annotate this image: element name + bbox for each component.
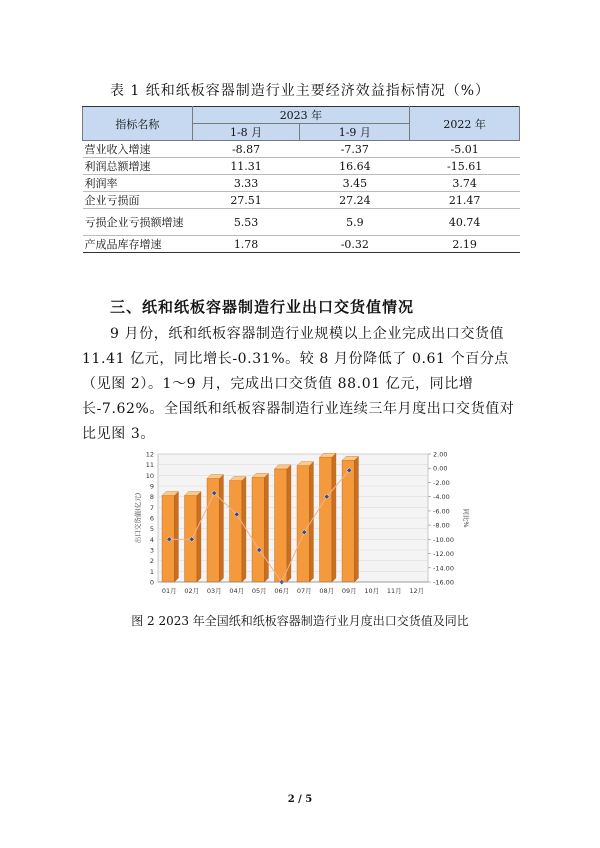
bar-side: [264, 473, 268, 582]
economic-indicators-table: [82, 106, 520, 253]
table-row: [83, 209, 520, 236]
bar: [320, 457, 332, 582]
bar-side: [332, 453, 336, 582]
row-value-2022: -15.61: [410, 158, 520, 175]
bar: [230, 481, 242, 582]
paragraph: 9 月份，纸和纸板容器制造行业规模以上企业完成出口交货值 11.41 亿元，同比增长-0.31%。较 8 月份降低了 0.61 个百分点（见图 2）。1～9 月，完成出口交货值 88.01 亿元，同比增长-7.62%。全国纸和纸板容器制造行业连续三年月度出口交货值对比见图 3。: [82, 326, 515, 442]
y2-tick-label: -10.00: [433, 535, 454, 544]
row-value-2022: 40.74: [410, 209, 520, 236]
row-value-jan-aug: 1.78: [192, 236, 300, 253]
header-period-jan-aug: 1-8 月: [192, 124, 300, 141]
chart-svg: [128, 450, 468, 602]
row-value-jan-sep: 3.45: [300, 175, 410, 192]
row-value-2022: 21.47: [410, 192, 520, 209]
y-tick-label: 8: [149, 493, 154, 502]
bar-side: [309, 462, 313, 582]
table-row: [83, 236, 520, 253]
row-name: 产成品库存增速: [83, 236, 193, 253]
y-tick-label: 0: [149, 578, 154, 587]
section-heading: 三、纸和纸板容器制造行业出口交货值情况: [110, 298, 415, 316]
x-tick-label: 10月: [364, 587, 380, 595]
x-tick-label: 01月: [161, 587, 177, 595]
bar-side: [174, 492, 178, 582]
y-tick-label: 4: [149, 535, 154, 544]
y2-tick-label: -2.00: [433, 478, 450, 487]
row-value-2022: -5.01: [410, 141, 520, 158]
table-row: [83, 192, 520, 209]
row-value-jan-sep: 16.64: [300, 158, 410, 175]
row-value-jan-aug: 11.31: [192, 158, 300, 175]
y-tick-label: 10: [145, 471, 154, 480]
y2-axis-label: 同比%: [462, 508, 470, 528]
x-tick-label: 03月: [206, 587, 222, 595]
header-year-2022: 2022 年: [410, 107, 520, 141]
y-tick-label: 5: [149, 525, 154, 534]
x-tick-label: 04月: [229, 587, 245, 595]
y2-tick-label: 0.00: [433, 464, 448, 473]
y-tick-label: 6: [149, 514, 154, 523]
table-row: [83, 141, 520, 158]
y2-tick-label: -12.00: [433, 550, 454, 559]
y-tick-label: 1: [149, 567, 154, 576]
y-tick-label: 3: [149, 546, 154, 555]
row-name: 营业收入增速: [83, 141, 193, 158]
row-value-jan-aug: 5.53: [192, 209, 300, 236]
header-year-2023: 2023 年: [192, 107, 410, 124]
y-tick-label: 7: [149, 503, 154, 512]
y-tick-label: 9: [149, 482, 154, 491]
y-tick-label: 12: [145, 450, 154, 459]
bar: [275, 469, 287, 582]
bar: [342, 460, 354, 582]
header-period-jan-sep: 1-9 月: [300, 124, 410, 141]
row-value-2022: 3.74: [410, 175, 520, 192]
bar-side: [197, 492, 201, 582]
row-value-jan-sep: 5.9: [300, 209, 410, 236]
y2-tick-label: 2.00: [433, 450, 448, 459]
x-tick-label: 11月: [386, 587, 402, 595]
x-tick-label: 07月: [296, 587, 312, 595]
table-row: [83, 158, 520, 175]
bar-side: [242, 477, 246, 582]
bar: [297, 466, 309, 582]
y2-tick-label: -16.00: [433, 578, 454, 587]
bar-side: [219, 475, 223, 582]
x-tick-label: 06月: [274, 587, 290, 595]
y2-tick-label: -14.00: [433, 564, 454, 573]
row-value-jan-sep: -7.37: [300, 141, 410, 158]
header-metric-name: 指标名称: [83, 107, 193, 141]
y2-tick-label: -8.00: [433, 521, 450, 530]
page-number: 2 / 5: [287, 794, 313, 805]
x-tick-label: 02月: [184, 587, 200, 595]
bar: [252, 477, 264, 582]
x-tick-label: 05月: [251, 587, 267, 595]
row-value-jan-aug: 3.33: [192, 175, 300, 192]
row-value-jan-aug: 27.51: [192, 192, 300, 209]
row-value-jan-sep: -0.32: [300, 236, 410, 253]
row-name: 亏损企业亏损额增速: [83, 209, 193, 236]
section-body: [82, 322, 522, 447]
row-value-2022: 2.19: [410, 236, 520, 253]
x-tick-label: 08月: [319, 587, 335, 595]
table-row: [83, 175, 520, 192]
bar-side: [287, 465, 291, 582]
row-name: 企业亏损面: [83, 192, 193, 209]
x-tick-label: 09月: [341, 587, 357, 595]
y-tick-label: 2: [149, 557, 154, 566]
table-caption: 表 1 纸和纸板容器制造行业主要经济效益指标情况（%）: [109, 83, 491, 99]
bar-side: [354, 456, 358, 582]
y-tick-label: 11: [145, 461, 154, 470]
y2-tick-label: -4.00: [433, 493, 450, 502]
row-value-jan-aug: -8.87: [192, 141, 300, 158]
row-name: 利润总额增速: [83, 158, 193, 175]
y2-tick-label: -6.00: [433, 507, 450, 516]
y-axis-label: 出口交货值(亿元): [134, 492, 142, 544]
row-name: 利润率: [83, 175, 193, 192]
export-value-chart: [128, 450, 468, 602]
x-tick-label: 12月: [409, 587, 425, 595]
figure-caption: 图 2 2023 年全国纸和纸板容器制造行业月度出口交货值及同比: [131, 614, 469, 628]
row-value-jan-sep: 27.24: [300, 192, 410, 209]
